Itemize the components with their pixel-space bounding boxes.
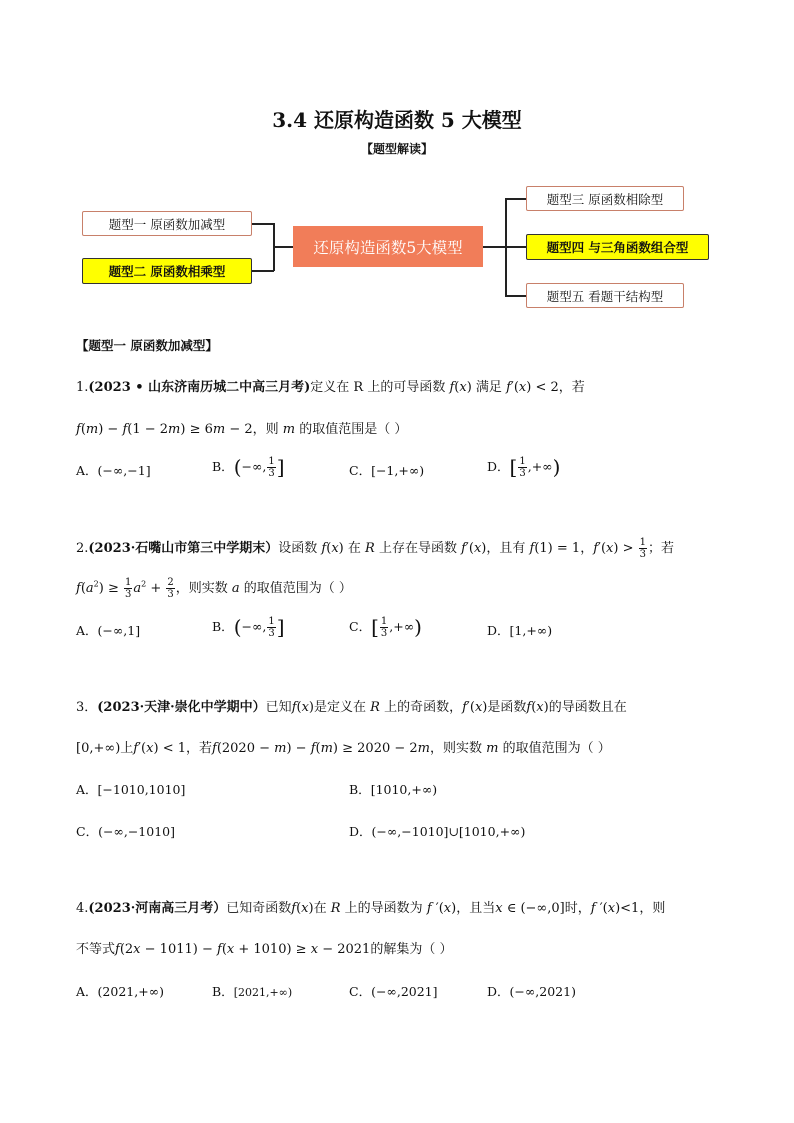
q1-option-b: B．(−∞, $\frac{1}{3}$ ] bbox=[212, 455, 285, 479]
question-source: (2023·河南高三月考） bbox=[88, 901, 227, 916]
q2-option-b: B．(−∞, $\frac{1}{3}$ ] bbox=[212, 615, 285, 639]
q3-option-b: B．[1010,+∞) bbox=[349, 782, 438, 797]
mindmap-node-type3: 题型三 原函数相除型 bbox=[526, 186, 684, 211]
mindmap-node-type5: 题型五 看题干结构型 bbox=[526, 283, 684, 308]
question-source: (2023·天津·崇化中学期中） bbox=[97, 700, 266, 715]
connector bbox=[252, 270, 274, 272]
q4-option-a: A．(2021,+∞) bbox=[76, 984, 164, 999]
connector bbox=[505, 246, 526, 248]
section-heading: 【题型一 原函数加减型】 bbox=[76, 338, 218, 353]
q3-option-d: D．(−∞,−1010]∪[1010,+∞) bbox=[349, 824, 526, 839]
connector bbox=[483, 246, 506, 248]
question-1-line-1: 1.(2023 • 山东济南历城二中高三月考)定义在 R 上的可导函数 f(x) 满足 f′(x) < 2，若 bbox=[76, 380, 585, 395]
q4-option-c: C．(−∞,2021] bbox=[349, 984, 438, 999]
mindmap-center-node: 还原构造函数5大模型 bbox=[293, 226, 483, 267]
q1-option-a: A．(−∞,−1] bbox=[76, 463, 151, 478]
question-source: (2023 • 山东济南历城二中高三月考) bbox=[88, 380, 311, 395]
question-3-line-2: [0,+∞)上f′(x) < 1，若f(2020 − m) − f(m) ≥ 2020 − 2m，则实数 m 的取值范围为（ ） bbox=[76, 741, 611, 756]
q2-option-a: A．(−∞,1] bbox=[76, 623, 141, 638]
mindmap-node-type1: 题型一 原函数加减型 bbox=[82, 211, 252, 236]
q1-option-c: C．[−1,+∞) bbox=[349, 463, 425, 478]
q3-option-c: C．(−∞,−1010] bbox=[76, 824, 175, 839]
q4-option-b: B．[2021,+∞) bbox=[212, 984, 293, 999]
q3-option-a: A．[−1010,1010] bbox=[76, 782, 186, 797]
connector bbox=[505, 198, 526, 200]
question-3-line-1: 3．(2023·天津·崇化中学期中）已知f(x)是定义在 R 上的奇函数，f′(x)是函数f(x)的导函数且在 bbox=[76, 700, 627, 715]
question-2-line-2: $f(a^2)$ ≥ $\frac{1}{3}$ $a^2$ + $\frac{2}{3}$ ，则实数 a 的取值范围为（ ） bbox=[76, 577, 352, 600]
connector bbox=[273, 246, 293, 248]
q2-option-d: D．[1,+∞) bbox=[487, 623, 553, 638]
page-subtitle: 【题型解读】 bbox=[360, 142, 433, 156]
connector bbox=[252, 223, 274, 225]
connector bbox=[505, 295, 526, 297]
question-4-line-1: 4.(2023·河南高三月考）已知奇函数f(x)在 R 上的导函数为 f ′(x)，且当x ∈ (−∞,0]时，f ′(x)<1，则 bbox=[76, 901, 666, 916]
question-source: (2023·石嘴山市第三中学期末） bbox=[88, 541, 279, 556]
q1-option-d: D．[ $\frac{1}{3}$ ,+∞) bbox=[487, 455, 561, 479]
question-4-line-2: 不等式f(2x − 1011) − f(x + 1010) ≥ x − 2021的解集为（ ） bbox=[76, 942, 453, 957]
mindmap-node-type4: 题型四 与三角函数组合型 bbox=[526, 234, 709, 260]
page-title: 3.4 还原构造函数 5 大模型 bbox=[272, 108, 522, 132]
mindmap-node-type2: 题型二 原函数相乘型 bbox=[82, 258, 252, 284]
q2-option-c: C．[ $\frac{1}{3}$ ,+∞) bbox=[349, 615, 422, 639]
question-2-line-1: 2.(2023·石嘴山市第三中学期末）设函数 f(x) 在 R 上存在导函数 f′(x)，且有 f(1) = 1，f′(x) > $\frac{1}{3}$ ；若 bbox=[76, 537, 675, 560]
q4-option-d: D．(−∞,2021) bbox=[487, 984, 576, 999]
question-1-line-2: f(m) − f(1 − 2m) ≥ 6m − 2，则 m 的取值范围是（ ） bbox=[76, 422, 408, 437]
